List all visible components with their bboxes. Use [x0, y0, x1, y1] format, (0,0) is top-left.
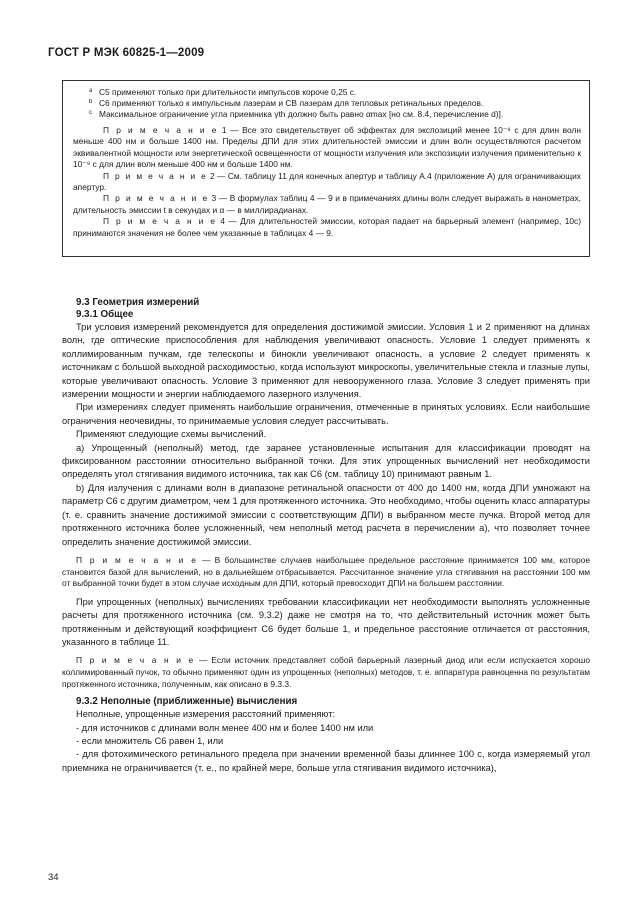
note-text: 4 — Для длительностей эмиссии, которая падает на барьерный элемент (например, 10с) принимаются значения не более чем указанные в таблицах 4 — 9. — [73, 216, 581, 238]
note-text: 3 — В формулах таблиц 4 — 9 и в примечаниях длины волн следует выражать в нанометрах, длительность эмиссии t в секундах и α — в миллирадианах. — [73, 193, 581, 215]
paragraph: а) Упрощенный (неполный) метод, где заранее установленные испытания для классификации проводят на фиксированном расстоянии относительно выбранной точки. Для этих упрощенных вычислений нет необходимости определять угол стягивания видимого источника, так как C6 (см. таблицу 10) принимают равным 1. — [62, 442, 590, 480]
note-text: — Если источник представляет собой барьерный лазерный диод или если испускается хорошо коллимированный пучок, то обычно применяют один из упрощенных (неполных) методов, т. е. аппаратура равноценна по результатам протяженного источника, полученным, как описано в 9.3.3. — [62, 655, 590, 689]
note-text: 2 — См. таблицу 11 для конечных апертур и таблицу А.4 (приложение А) для ограничивающих апертур. — [73, 170, 581, 193]
paragraph: Три условия измерений рекомендуется для определения достижимой эмиссии. Условия 1 и 2 применяют на длинах волн, где оптические приспособления для наблюдения увеличивают опасность. Условие 1 следует применять к коллимированным пучкам, где телескопы и бинокли увеличивают опасность, а условие 2 следует применять к источникам с большой выходной расходимостью, когда используют микроскопы, увеличительные стекла и глазные лупы, которые увеличивают опасность. Условие 3 применяют для невооруженного глаза. Условие 3 следует применять при измерении мощности и энергии наблюдаемого лазерного излучения. — [62, 322, 590, 400]
heading-9-3-1: 9.3.1 Общее — [76, 309, 134, 320]
note-label: П р и м е ч а н и е — [76, 655, 195, 666]
note-label: П р и м е ч а н и е — [103, 216, 217, 227]
paragraph: При упрощенных (неполных) вычислениях требовании классификации нет необходимости выполнять усложненные расчеты для протяженного источника (см. 9.3.2) даже не смотря на то, что действительный источник может быть протяженным и действующий коэффициент C6 будет больше 1, и предельное расстояние отличается от расстояния, указанного в таблице 11. — [62, 596, 590, 647]
note-paragraph — [62, 555, 590, 590]
footnote-text: C6 применяют только к импульсным лазерам и СВ лазерам для тепловых ретинальных пределов. — [99, 98, 484, 108]
footnote-text: C5 применяют только при длительности импульсов короче 0,25 с. — [99, 87, 357, 97]
list-item: - для источников с длинами волн менее 400 нм и более 1400 нм или — [76, 722, 374, 733]
box-note-2 — [73, 171, 581, 194]
paragraph: Неполные, упрощенные измерения расстояний применяют: — [76, 709, 336, 720]
section-9-3 — [62, 297, 590, 775]
page-number: 34 — [48, 872, 59, 883]
footnote-text: Максимальное ограничение угла приемника γth должно быть равно αmax [но см. 8.4, перечисление d)]. — [99, 109, 504, 119]
box-note-1 — [73, 125, 581, 171]
footnote-mark: a — [89, 88, 93, 94]
footnote-mark: b — [89, 99, 93, 105]
note-label: П р и м е ч а н и е — [103, 193, 209, 204]
paragraph: При измерениях следует применять наибольшие ограничения, отмеченные в принятых условиях. Если наибольшие ограничения неочевидны, то принимаемые условия следует рассчитывать. — [62, 402, 590, 426]
heading-9-3: 9.3 Геометрия измерений — [76, 297, 200, 308]
footnote-c — [89, 109, 581, 120]
heading-9-3-2: 9.3.2 Неполные (приближенные) вычисления — [76, 696, 298, 708]
footnote-a — [89, 87, 581, 98]
note-label: П р и м е ч а н и е — [76, 554, 198, 565]
footnote-b — [89, 98, 581, 109]
box-note-3 — [73, 193, 581, 216]
note-paragraph — [62, 655, 590, 690]
list-item: - если множитель C6 равен 1, или — [76, 735, 224, 746]
paragraph: Применяют следующие схемы вычислений. — [76, 429, 267, 440]
table-footnotes-box — [62, 80, 590, 257]
footnote-mark: c — [89, 110, 92, 116]
paragraph: b) Для излучения с длинами волн в диапазоне ретинальной опасности от 400 до 1400 нм, когда ДПИ умножают на параметр C6 с другим диаметром, чем 1 для протяженного источника. Это необходимо, чтобы оценить класс аппаратуры (т. е. сравнить значение достижимой эмиссии с соответствующим ДПИ) в выбранном месте пучка. Второй метод для протяженного источника более усложненный, чем неполный метод расчета в перечислении а), что позволяет точнее определить значение достижимой эмиссии. — [62, 482, 590, 547]
note-label: П р и м е ч а н и е — [103, 125, 219, 135]
note-label: П р и м е ч а н и е — [103, 170, 208, 181]
document-header: ГОСТ Р МЭК 60825-1—2009 — [48, 47, 205, 59]
box-note-4 — [73, 216, 581, 239]
note-text: 1 — Все это свидетельствует об эффектах для экспозиций менее 10⁻⁹ с для длин волн меньше 400 нм и больше 1400 нм. Пределы ДПИ для этих длительностей эмиссии и длин волн осуществляются расчетом эквивалентной мощности или энергетической освещенности от мощности излучения или экспозиции излучения применительно к 10⁻⁹ с для длин волн меньше 400 нм и больше 1400 нм. — [73, 125, 581, 170]
note-text: — В большинстве случаев наибольшее предельное расстояние принимается 100 мм, которое становится базой для вычислений, но в дальнейшем отбрасывается. Рассчитанное значение угла стягивания на расстоянии 100 мм от выбранной точки будет в этом случае исходным для ДПИ, который превосходит ДПИ на большем расстоянии. — [62, 554, 590, 589]
list-item: - для фотохимического ретинального предела при значении временной базы длиннее 100 с, когда измеряемый угол приемника не ограничивается (т. е., по крайней мере, больше угла стягивания видимого источника), — [62, 749, 590, 773]
